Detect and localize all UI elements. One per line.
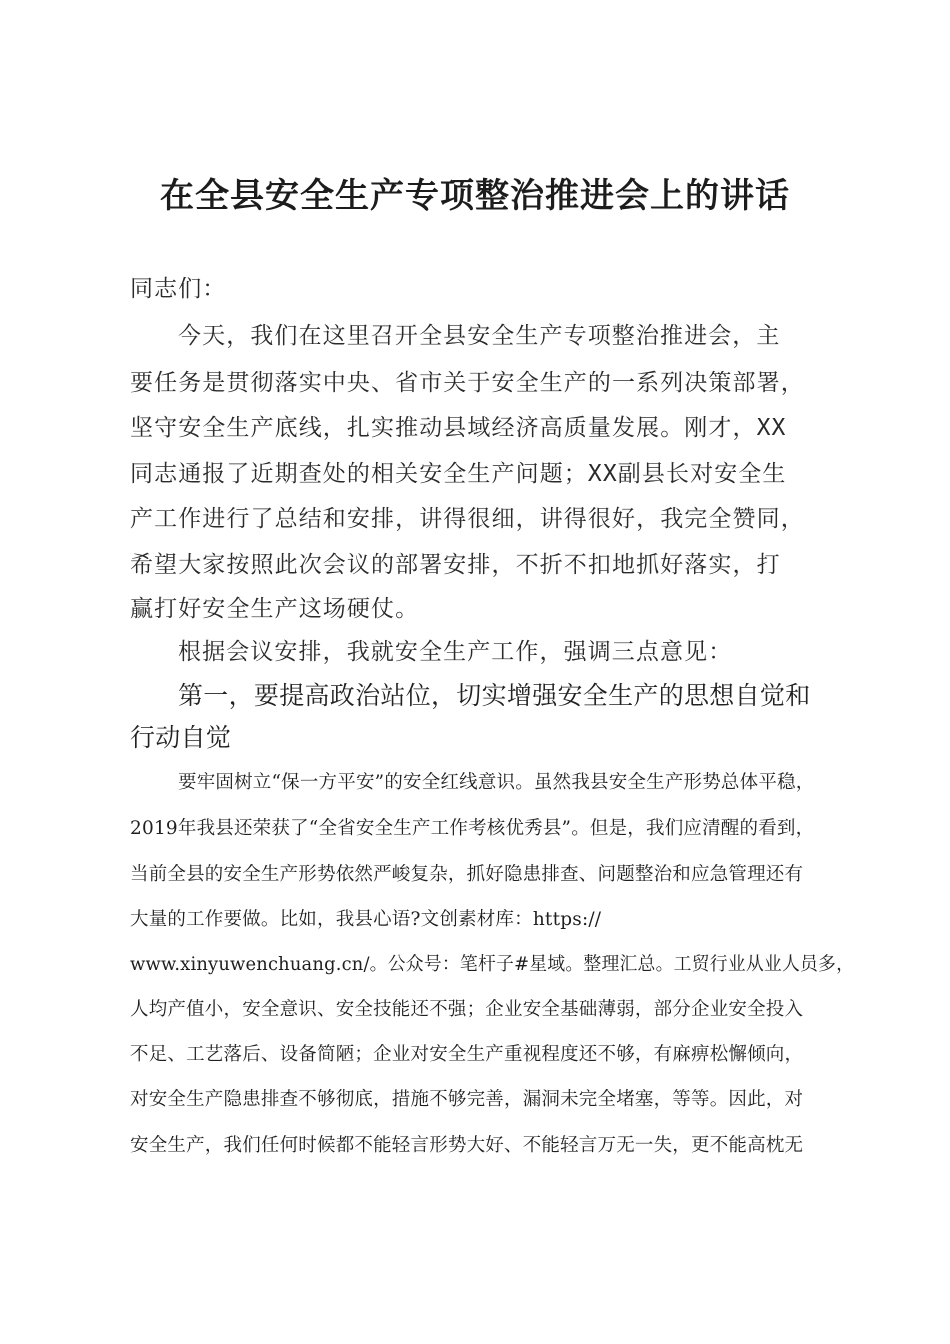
paragraph-line: 赢打好安全生产这场硬仗。: [130, 596, 420, 622]
paragraph-line: 对安全生产隐患排查不够彻底，措施不够完善，漏洞未完全堵塞，等等。因此，对: [130, 1089, 804, 1110]
paragraph-line: 希望大家按照此次会议的部署安排，不折不扣地抓好落实，打: [130, 552, 781, 578]
section-heading-line: 第一，要提高政治站位，切实增强安全生产的思想自觉和: [178, 681, 811, 710]
section-heading-line: 行动自觉: [130, 723, 232, 752]
paragraph-line: 今天，我们在这里召开全县安全生产专项整治推进会，主: [178, 323, 781, 349]
paragraph-line: 坚守安全生产底线，扎实推动县域经济高质量发展。刚才，XX: [130, 415, 787, 441]
paragraph-line: 要任务是贯彻落实中央、省市关于安全生产的一系列决策部署，: [130, 370, 805, 396]
paragraph-line: 安全生产，我们任何时候都不能轻言形势大好、不能轻言万无一失，更不能高枕无: [130, 1135, 804, 1156]
paragraph-line: 不足、工艺落后、设备简陋；企业对安全生产重视程度还不够，有麻痹松懈倾向，: [130, 1044, 804, 1065]
paragraph-line: www.xinyuwenchuang.cn/。公众号：笔杆子#星域。整理汇总。工贸行业从业人员多，: [130, 954, 855, 975]
paragraph-line: 当前全县的安全生产形势依然严峻复杂，抓好隐患排查、问题整治和应急管理还有: [130, 864, 804, 885]
paragraph-line: 人均产值小，安全意识、安全技能还不强；企业安全基础薄弱，部分企业安全投入: [130, 999, 804, 1020]
paragraph-line: 2019年我县还荣获了“全省安全生产工作考核优秀县”。但是，我们应清醒的看到，: [130, 818, 815, 839]
paragraph-outline-intro: 根据会议安排，我就安全生产工作，强调三点意见：: [178, 639, 733, 665]
document-title: 在全县安全生产专项整治推进会上的讲话: [160, 176, 790, 216]
salutation: 同志们：: [130, 276, 227, 302]
paragraph-line: 要牢固树立“保一方平安”的安全红线意识。虽然我县安全生产形势总体平稳，: [178, 772, 815, 793]
paragraph-line: 大量的工作要做。比如，我县心语?文创素材库：https://: [130, 909, 602, 930]
paragraph-line: 同志通报了近期查处的相关安全生产问题；XX副县长对安全生: [130, 461, 787, 487]
paragraph-line: 产工作进行了总结和安排，讲得很细，讲得很好，我完全赞同，: [130, 506, 805, 532]
